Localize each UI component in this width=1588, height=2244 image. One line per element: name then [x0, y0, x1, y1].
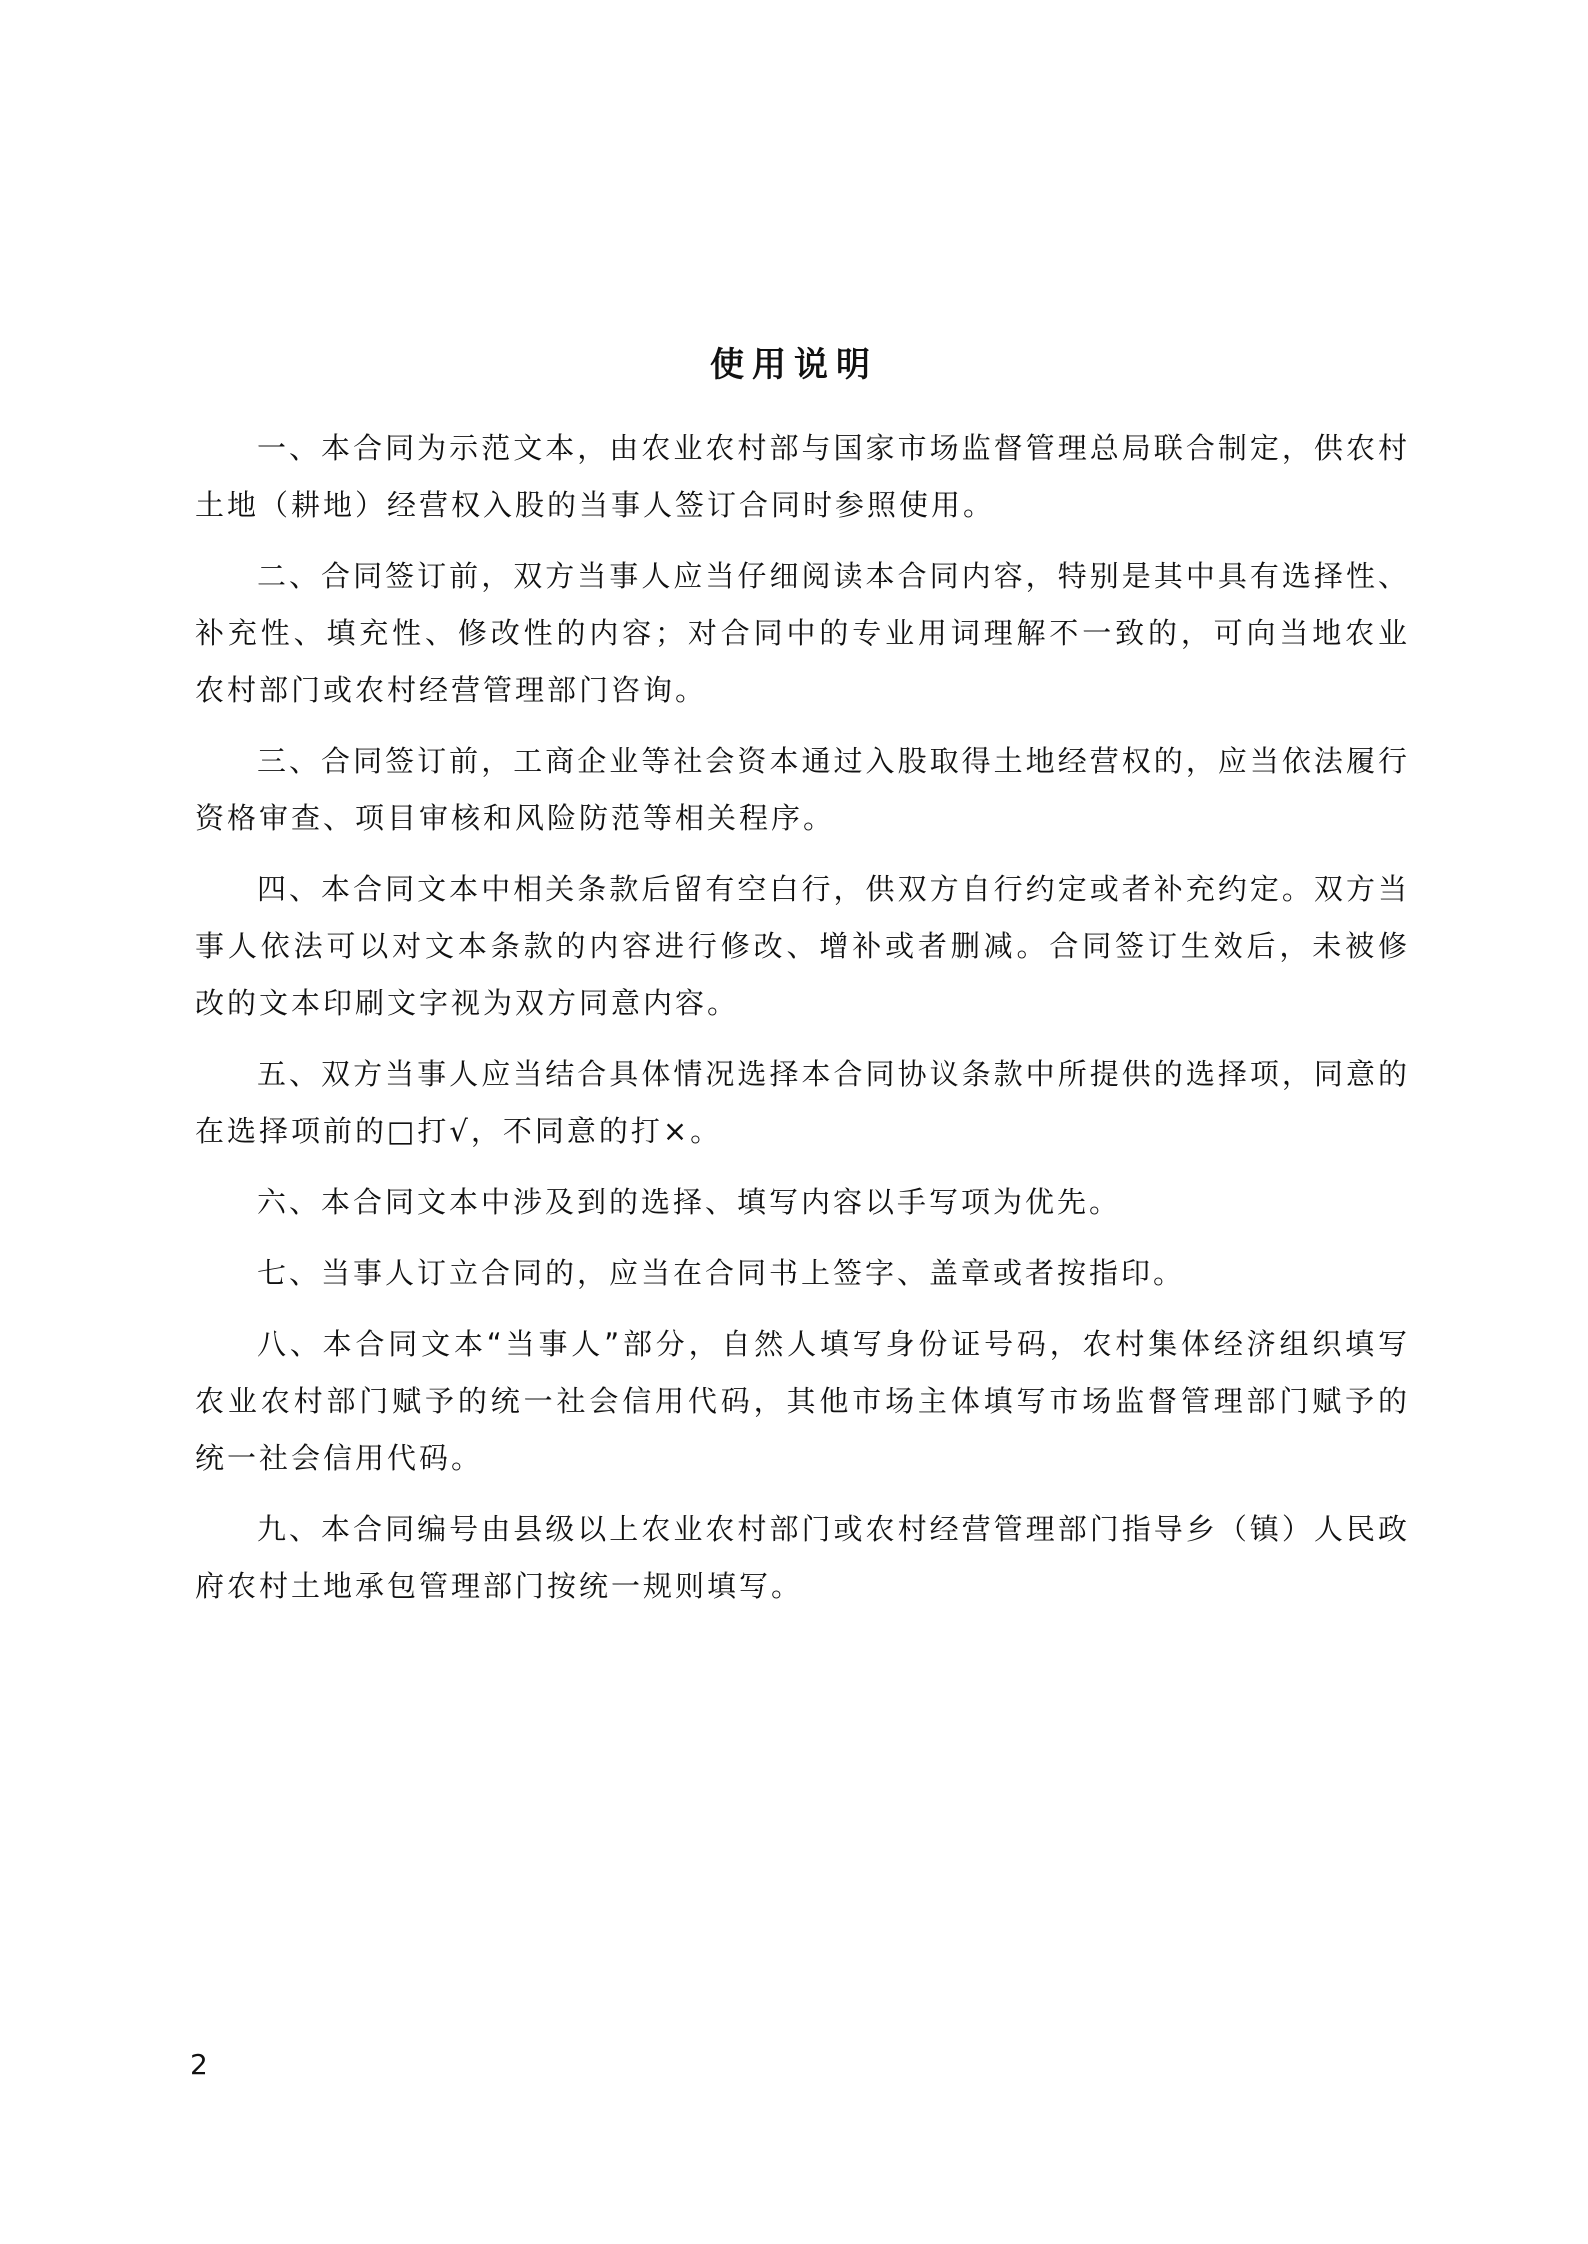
instruction-paragraph-2: 二、合同签订前，双方当事人应当仔细阅读本合同内容，特别是其中具有选择性、补充性、填充性、修改性的内容；对合同中的专业用词理解不一致的，可向当地农业农村部门或农村经营管理部门咨询。 — [195, 559, 1410, 707]
instruction-paragraph-4: 四、本合同文本中相关条款后留有空白行，供双方自行约定或者补充约定。双方当事人依法可以对文本条款的内容进行修改、增补或者删减。合同签订生效后，未被修改的文本印刷文字视为双方同意内容。 — [195, 872, 1410, 1020]
instruction-paragraph-1: 一、本合同为示范文本，由农业农村部与国家市场监督管理总局联合制定，供农村土地（耕地）经营权入股的当事人签订合同时参照使用。 — [195, 431, 1410, 522]
page-number: 2 — [190, 2048, 208, 2081]
instruction-paragraph-5: 五、双方当事人应当结合具体情况选择本合同协议条款中所提供的选择项，同意的在选择项前的□打√，不同意的打×。 — [195, 1057, 1410, 1148]
instruction-paragraph-8: 八、本合同文本“当事人”部分，自然人填写身份证号码，农村集体经济组织填写农业农村部门赋予的统一社会信用代码，其他市场主体填写市场监督管理部门赋予的统一社会信用代码。 — [195, 1327, 1410, 1475]
instruction-paragraph-3: 三、合同签订前，工商企业等社会资本通过入股取得土地经营权的，应当依法履行资格审查、项目审核和风险防范等相关程序。 — [195, 744, 1410, 835]
page-title: 使用说明 — [710, 344, 878, 385]
instruction-paragraph-7: 七、当事人订立合同的，应当在合同书上签字、盖章或者按指印。 — [257, 1256, 1186, 1290]
instruction-paragraph-9: 九、本合同编号由县级以上农业农村部门或农村经营管理部门指导乡（镇）人民政府农村土地承包管理部门按统一规则填写。 — [195, 1512, 1410, 1603]
instructions-body — [195, 420, 1410, 1629]
instruction-paragraph-6: 六、本合同文本中涉及到的选择、填写内容以手写项为优先。 — [257, 1185, 1122, 1219]
